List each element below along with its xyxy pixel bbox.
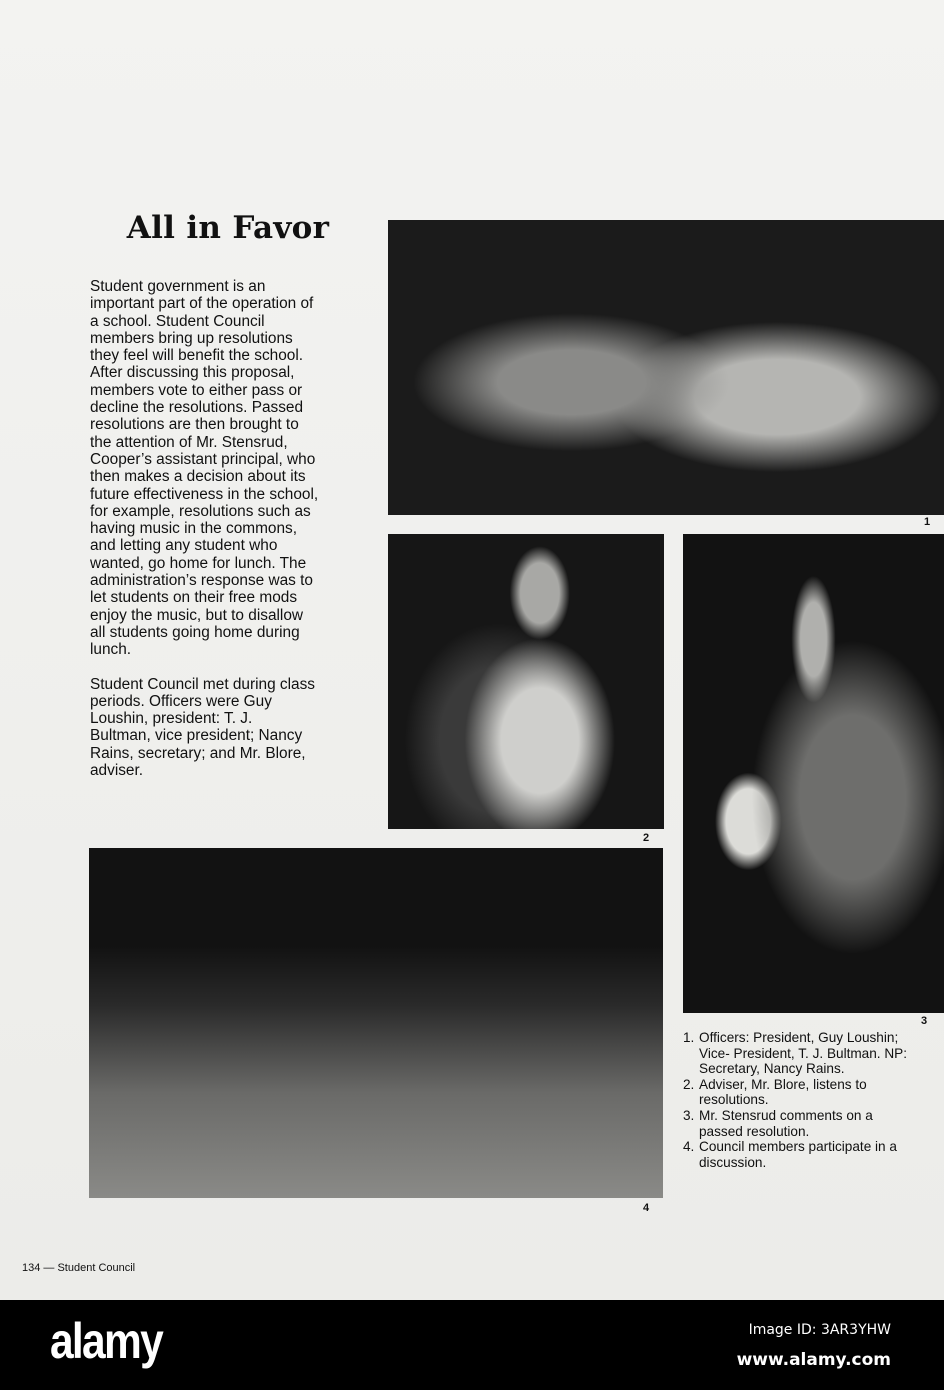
text-line: decline the resolutions. Passed bbox=[90, 399, 304, 417]
photo-officers bbox=[388, 220, 944, 515]
text-line: they feel will benefit the school. bbox=[90, 347, 304, 365]
caption-line: passed resolution. bbox=[699, 1123, 810, 1139]
caption-item bbox=[683, 1139, 944, 1170]
caption-text bbox=[699, 1139, 897, 1170]
page-footer: 134 — Student Council bbox=[22, 1262, 136, 1274]
text-line: lunch. bbox=[90, 641, 132, 659]
photo-captions bbox=[683, 1030, 944, 1170]
caption-line: Secretary, Nancy Rains. bbox=[699, 1061, 845, 1077]
caption-line: Mr. Stensrud comments on a bbox=[699, 1107, 873, 1123]
text-line: important part of the operation of bbox=[90, 295, 314, 313]
caption-number: 1. bbox=[683, 1030, 695, 1045]
alamy-logo: alamy bbox=[50, 1313, 163, 1369]
photo-number: 3 bbox=[921, 1015, 928, 1027]
caption-text bbox=[699, 1077, 867, 1108]
caption-item bbox=[683, 1077, 944, 1108]
text-line: having music in the commons, bbox=[90, 520, 298, 538]
watermark-band bbox=[0, 1300, 944, 1390]
text-line: adviser. bbox=[90, 762, 144, 780]
text-line: the attention of Mr. Stensrud, bbox=[90, 433, 288, 451]
text-line: a school. Student Council bbox=[90, 312, 265, 330]
text-line: members vote to either pass or bbox=[90, 381, 303, 399]
caption-line: Council members participate in a bbox=[699, 1139, 897, 1155]
caption-item bbox=[683, 1030, 944, 1077]
text-line: then makes a decision about its bbox=[90, 468, 306, 486]
text-line: and letting any student who bbox=[90, 537, 278, 555]
caption-line: resolutions. bbox=[699, 1092, 769, 1108]
caption-text bbox=[699, 1030, 907, 1077]
photo-adviser bbox=[388, 534, 664, 829]
caption-line: Adviser, Mr. Blore, listens to bbox=[699, 1076, 867, 1092]
text-line: wanted, go home for lunch. The bbox=[90, 554, 307, 572]
photo-stensrud bbox=[683, 534, 944, 1013]
site-url: www.alamy.com bbox=[736, 1350, 891, 1370]
text-line: periods. Officers were Guy bbox=[90, 692, 272, 710]
text-line: Bultman, vice president; Nancy bbox=[90, 727, 303, 745]
caption-item bbox=[683, 1108, 944, 1139]
text-line: Student Council met during class bbox=[90, 675, 315, 693]
caption-line: Vice- President, T. J. Bultman. NP: bbox=[699, 1045, 908, 1061]
text-line: members bring up resolutions bbox=[90, 329, 293, 347]
text-line: Loushin, president: T. J. bbox=[90, 710, 253, 728]
text-line: all students going home during bbox=[90, 623, 300, 641]
photo-number: 1 bbox=[924, 516, 931, 528]
caption-text bbox=[699, 1108, 873, 1139]
article-title: All in Favor bbox=[126, 210, 330, 246]
text-line: let students on their free mods bbox=[90, 589, 298, 607]
text-line: enjoy the music, but to disallow bbox=[90, 606, 304, 624]
article-body bbox=[90, 278, 318, 796]
caption-number: 2. bbox=[683, 1076, 695, 1092]
text-line: resolutions are then brought to bbox=[90, 416, 299, 434]
caption-line: discussion. bbox=[699, 1154, 767, 1170]
photo-number: 4 bbox=[643, 1202, 650, 1214]
text-line: Cooper’s assistant principal, who bbox=[90, 450, 316, 468]
text-line: administration’s response was to bbox=[90, 572, 313, 590]
text-line: After discussing this proposal, bbox=[90, 364, 295, 382]
body-paragraph bbox=[90, 278, 318, 659]
caption-line: Officers: President, Guy Loushin; bbox=[699, 1030, 899, 1045]
caption-number: 4. bbox=[683, 1139, 695, 1155]
image-id: Image ID: 3AR3YHW bbox=[748, 1322, 891, 1338]
body-paragraph bbox=[90, 676, 318, 780]
photo-council-members bbox=[89, 848, 663, 1198]
text-line: Rains, secretary; and Mr. Blore, bbox=[90, 744, 306, 762]
text-line: future effectiveness in the school, bbox=[90, 485, 319, 503]
photo-number: 2 bbox=[643, 832, 650, 844]
caption-number: 3. bbox=[683, 1107, 695, 1123]
text-line: for example, resolutions such as bbox=[90, 502, 311, 520]
text-line: Student government is an bbox=[90, 278, 266, 295]
